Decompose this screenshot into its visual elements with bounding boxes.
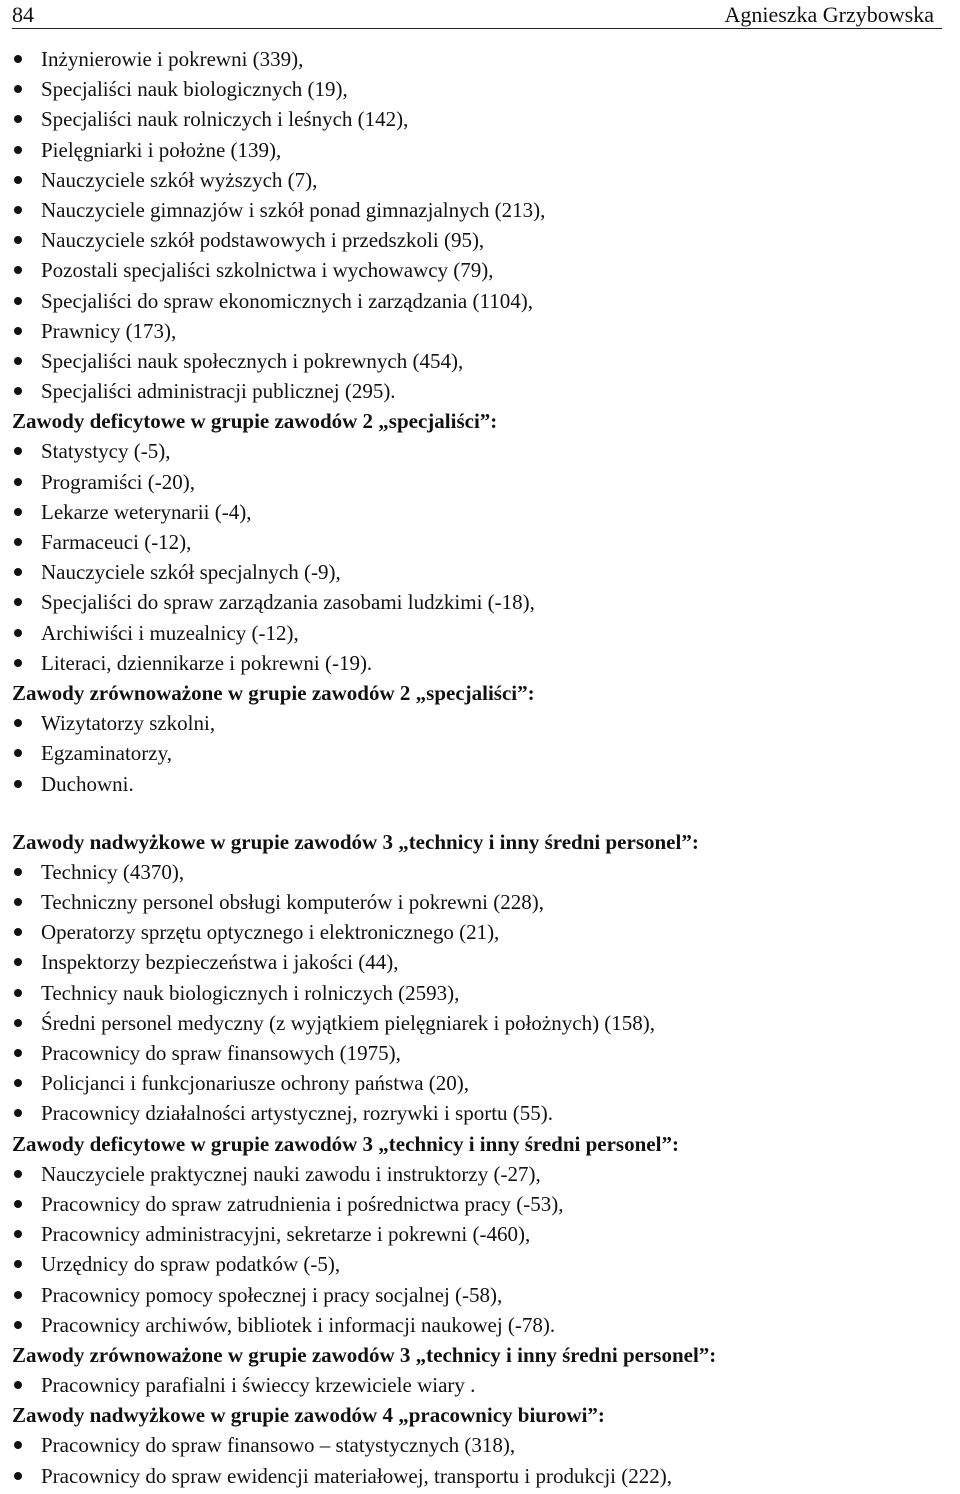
bullet-icon (14, 115, 22, 123)
bullet-icon (14, 1381, 22, 1389)
list-item-text: Farmaceuci (-12), (41, 530, 192, 554)
list-item (12, 648, 942, 678)
list-item-text: Techniczny personel obsługi komputerów i pokrewni (228), (41, 890, 544, 915)
running-title-author: Agnieszka Grzybowska (724, 2, 934, 27)
list-item (12, 44, 942, 74)
list-item-text: Pielęgniarki i położne (139), (41, 137, 282, 162)
bullet-icon (14, 85, 22, 93)
list-item (12, 1461, 942, 1491)
list-item-text: Średni personel medyczny (z wyjątkiem pielęgniarek i położnych) (158), (41, 1010, 656, 1035)
list-item-text: Policjanci i funkcjonariusze ochrony państwa (20), (41, 1071, 470, 1096)
bullet-icon (14, 1079, 22, 1087)
bullet-icon (14, 1200, 22, 1208)
bullet-icon (14, 719, 22, 727)
section-heading: Zawody nadwyżkowe w grupie zawodów 3 „technicy i inny średni personel”: (12, 829, 699, 854)
list-item-text: Operatorzy sprzętu optycznego i elektronicznego (21), (41, 920, 500, 945)
list-item (12, 286, 942, 316)
list-item (12, 1068, 942, 1098)
list-item-text: Technicy nauk biologicznych i rolniczych (2593), (41, 980, 460, 1005)
list-item (12, 225, 942, 255)
list-item (12, 738, 942, 768)
bullet-icon (14, 508, 22, 516)
list-item-text: Pracownicy parafialni i świeccy krzewiciele wiary . (41, 1373, 476, 1398)
section-heading: Zawody nadwyżkowe w grupie zawodów 4 „pracownicy biurowi”: (12, 1403, 605, 1428)
list-item (12, 1310, 942, 1340)
list-item (12, 1189, 942, 1219)
bullet-icon (14, 1291, 22, 1299)
list-item (12, 1098, 942, 1128)
list-item-text: Nauczyciele praktycznej nauki zawodu i instruktorzy (-27), (41, 1161, 541, 1186)
bullet-icon (14, 538, 22, 546)
bullet-icon (14, 568, 22, 576)
list-item (12, 376, 942, 406)
bullet-icon (14, 146, 22, 154)
bullet-icon (14, 928, 22, 936)
bullet-icon (14, 1049, 22, 1057)
section-spacer (12, 799, 942, 827)
list-item-text: Inżynierowie i pokrewni (339), (41, 47, 304, 71)
list-item-text: Specjaliści do spraw zarządzania zasobami ludzkimi (-18), (41, 590, 535, 615)
list-item-text: Wizytatorzy szkolni, (41, 711, 216, 736)
bullet-icon (14, 55, 22, 63)
list-item-text: Archiwiści i muzealnicy (-12), (41, 620, 299, 645)
list-item-text: Nauczyciele szkół specjalnych (-9), (41, 560, 341, 585)
list-item (12, 74, 942, 104)
list-item (12, 135, 942, 165)
list-item (12, 587, 942, 617)
bullet-icon (14, 357, 22, 365)
list-item-text: Specjaliści nauk biologicznych (19), (41, 77, 348, 102)
bullet-icon (14, 1472, 22, 1480)
bullet-icon (14, 176, 22, 184)
bullet-icon (14, 868, 22, 876)
document-body (12, 44, 942, 1491)
bullet-icon (14, 1170, 22, 1178)
section-heading: Zawody zrównoważone w grupie zawodów 2 „specjaliści”: (12, 680, 535, 705)
bullet-icon (14, 1230, 22, 1238)
list-item (12, 557, 942, 587)
list-item-text: Statystycy (-5), (41, 439, 171, 464)
list-item-text: Pracownicy administracyjni, sekretarze i pokrewni (-460), (41, 1222, 531, 1247)
bullet-icon (14, 1321, 22, 1329)
bullet-icon (14, 898, 22, 906)
list-item-text: Nauczyciele gimnazjów i szkół ponad gimnazjalnych (213), (41, 197, 546, 222)
list-item (12, 1370, 942, 1400)
list-item-text: Pracownicy do spraw finansowo – statystycznych (318), (41, 1433, 516, 1458)
bullet-icon (14, 659, 22, 667)
list-item-text: Pracownicy archiwów, bibliotek i informacji naukowej (-78). (41, 1312, 556, 1337)
list-item-text: Duchowni. (41, 771, 134, 796)
bullet-icon (14, 297, 22, 305)
list-item (12, 1159, 942, 1189)
list-item-text: Lekarze weterynarii (-4), (41, 499, 252, 524)
list-item-text: Inspektorzy bezpieczeństwa i jakości (44), (41, 950, 399, 975)
list-item (12, 708, 942, 738)
list-item-text: Pozostali specjaliści szkolnictwa i wychowawcy (79), (41, 258, 494, 283)
list-item (12, 978, 942, 1008)
bullet-icon (14, 387, 22, 395)
bullet-icon (14, 629, 22, 637)
bullet-icon (14, 447, 22, 455)
section-heading: Zawody deficytowe w grupie zawodów 3 „technicy i inny średni personel”: (12, 1131, 679, 1156)
list-item (12, 104, 942, 134)
list-item (12, 857, 942, 887)
list-item-text: Specjaliści do spraw ekonomicznych i zarządzania (1104), (41, 288, 533, 313)
bullet-icon (14, 958, 22, 966)
list-item-text: Pracownicy do spraw zatrudnienia i pośrednictwa pracy (-53), (41, 1191, 564, 1216)
bullet-icon (14, 1260, 22, 1268)
bullet-icon (14, 327, 22, 335)
list-item-text: Urzędnicy do spraw podatków (-5), (41, 1252, 341, 1277)
bullet-icon (14, 989, 22, 997)
list-item-text: Nauczyciele szkół podstawowych i przedszkoli (95), (41, 228, 485, 253)
list-item-text: Specjaliści administracji publicznej (295). (41, 379, 396, 404)
bullet-icon (14, 749, 22, 757)
bullet-icon (14, 1019, 22, 1027)
list-item (12, 255, 942, 285)
list-item (12, 436, 942, 466)
list-item (12, 497, 942, 527)
list-item-text: Literaci, dziennikarze i pokrewni (-19). (41, 650, 373, 675)
section-heading: Zawody zrównoważone w grupie zawodów 3 „technicy i inny średni personel”: (12, 1342, 717, 1367)
page-number: 84 (12, 2, 34, 27)
list-item (12, 1280, 942, 1310)
list-item (12, 165, 942, 195)
list-item-text: Prawnicy (173), (41, 318, 177, 343)
list-item-text: Pracownicy do spraw ewidencji materiałowej, transportu i produkcji (222), (41, 1463, 672, 1488)
list-item-text: Pracownicy pomocy społecznej i pracy socjalnej (-58), (41, 1282, 503, 1307)
section-heading: Zawody deficytowe w grupie zawodów 2 „specjaliści”: (12, 409, 498, 434)
list-item (12, 1430, 942, 1460)
list-item (12, 917, 942, 947)
list-item (12, 618, 942, 648)
list-item-text: Nauczyciele szkół wyższych (7), (41, 167, 318, 192)
bullet-icon (14, 206, 22, 214)
list-item-text: Technicy (4370), (41, 859, 185, 884)
list-item (12, 195, 942, 225)
list-item (12, 527, 942, 557)
list-item-text: Specjaliści nauk rolniczych i leśnych (142), (41, 107, 409, 132)
list-item (12, 887, 942, 917)
list-item (12, 1008, 942, 1038)
list-item-text: Pracownicy do spraw finansowych (1975), (41, 1041, 401, 1065)
page-header (12, 0, 942, 29)
bullet-icon (14, 478, 22, 486)
list-item-text: Egzaminatorzy, (41, 741, 172, 766)
bullet-icon (14, 266, 22, 274)
list-item (12, 947, 942, 977)
list-item-text: Pracownicy działalności artystycznej, rozrywki i sportu (55). (41, 1101, 554, 1126)
list-item-text: Specjaliści nauk społecznych i pokrewnych (454), (41, 348, 464, 373)
list-item (12, 1038, 942, 1068)
bullet-icon (14, 780, 22, 788)
bullet-icon (14, 236, 22, 244)
list-item-text: Programiści (-20), (41, 469, 195, 494)
bullet-icon (14, 1441, 22, 1449)
list-item (12, 467, 942, 497)
list-item (12, 1249, 942, 1279)
list-item (12, 769, 942, 799)
list-item (12, 1219, 942, 1249)
bullet-icon (14, 1109, 22, 1117)
list-item (12, 346, 942, 376)
bullet-icon (14, 598, 22, 606)
list-item (12, 316, 942, 346)
